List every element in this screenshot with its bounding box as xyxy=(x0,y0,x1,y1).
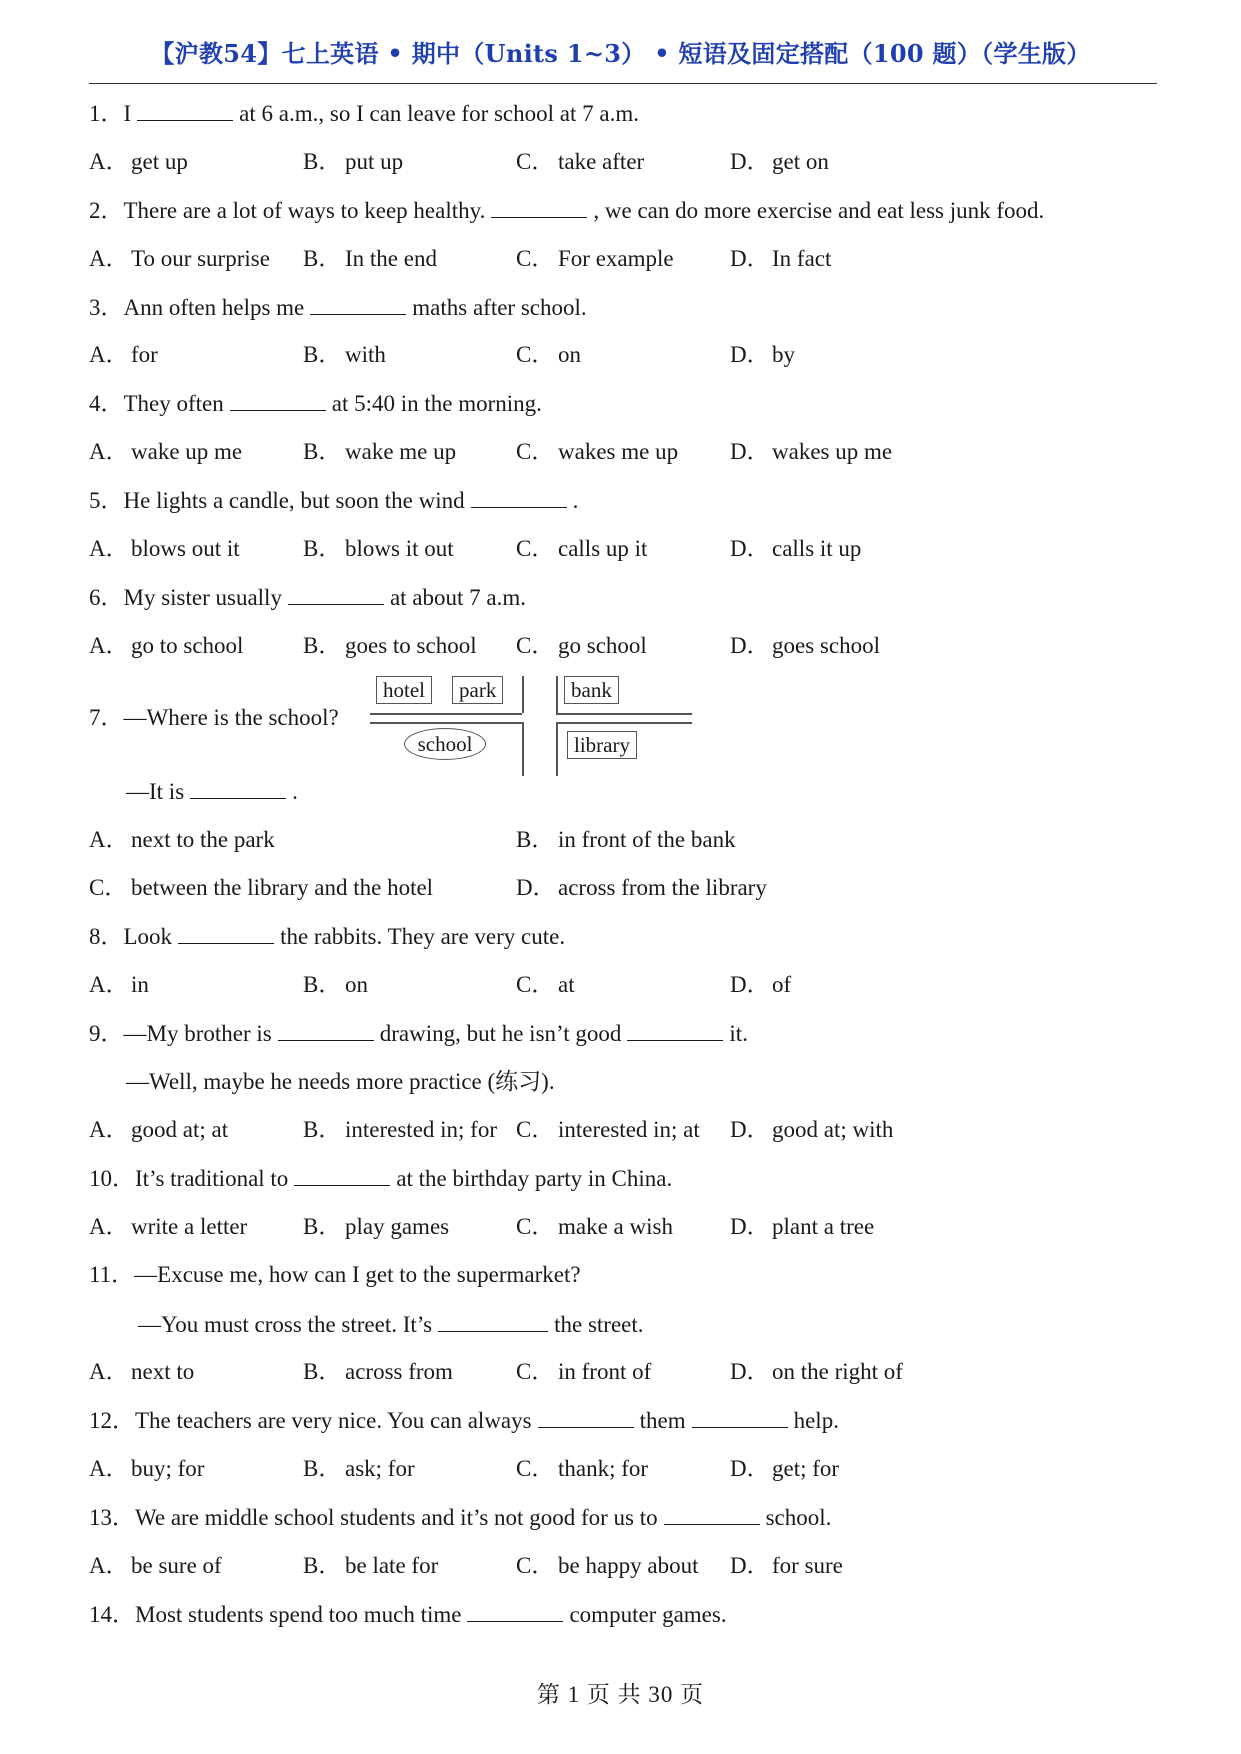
option-d xyxy=(730,244,831,274)
option-c xyxy=(516,534,647,564)
option-d xyxy=(730,147,829,177)
option-d xyxy=(730,1115,893,1145)
option-letter: C． xyxy=(516,972,555,997)
option-a xyxy=(89,534,240,564)
option-letter: D． xyxy=(730,1117,770,1142)
option-letter: B． xyxy=(303,1359,342,1384)
option-letter: B． xyxy=(303,536,342,561)
question-stem xyxy=(89,1260,581,1290)
option-text: on the right of xyxy=(772,1359,903,1384)
option-d xyxy=(730,1357,903,1387)
option-c xyxy=(516,244,674,274)
road-line xyxy=(370,722,522,724)
option-letter: B． xyxy=(303,1553,342,1578)
question-text: There are a lot of ways to keep healthy. xyxy=(123,198,486,223)
option-text: across from the library xyxy=(558,875,767,900)
option-d xyxy=(730,437,892,467)
map-label-bank: bank xyxy=(564,676,619,704)
option-letter: D． xyxy=(730,633,770,658)
question-stem xyxy=(89,1163,672,1194)
question-text: —It is xyxy=(126,779,185,804)
option-letter: D． xyxy=(730,1214,770,1239)
question-text: Look xyxy=(123,924,173,949)
option-text: For example xyxy=(558,246,674,271)
option-text: be sure of xyxy=(131,1553,222,1578)
question-text: . xyxy=(292,779,298,804)
question-text: them xyxy=(639,1408,686,1433)
road-line xyxy=(556,676,558,713)
option-a xyxy=(89,1357,194,1387)
option-c xyxy=(516,147,644,177)
option-text: for sure xyxy=(772,1553,843,1578)
question-text: the rabbits. They are very cute. xyxy=(280,924,566,949)
answer-blank xyxy=(438,1309,548,1332)
option-text: play games xyxy=(345,1214,450,1239)
question-number: 12． xyxy=(89,1408,135,1433)
option-letter: A． xyxy=(89,1456,129,1481)
option-text: go to school xyxy=(131,633,244,658)
answer-blank xyxy=(310,292,406,315)
question-number: 1． xyxy=(89,101,124,126)
option-letter: C． xyxy=(516,246,555,271)
option-c xyxy=(516,1357,651,1387)
question-text: He lights a candle, but soon the wind xyxy=(123,488,465,513)
option-letter: C． xyxy=(89,875,128,900)
option-b xyxy=(303,147,403,177)
option-letter: C． xyxy=(516,1214,555,1239)
option-c xyxy=(516,970,575,1000)
option-text: be late for xyxy=(345,1553,439,1578)
road-line xyxy=(522,722,524,776)
option-letter: C． xyxy=(516,149,555,174)
option-text: buy; for xyxy=(131,1456,205,1481)
option-letter: C． xyxy=(516,1456,555,1481)
option-text: To our surprise xyxy=(131,246,270,271)
question-number: 2． xyxy=(89,198,124,223)
option-a xyxy=(89,1454,204,1484)
option-text: plant a tree xyxy=(772,1214,875,1239)
option-text: for xyxy=(131,342,158,367)
answer-blank xyxy=(692,1405,788,1428)
option-text: by xyxy=(772,342,795,367)
option-text: ask; for xyxy=(345,1456,415,1481)
option-d xyxy=(730,534,861,564)
option-text: blows it out xyxy=(345,536,454,561)
option-letter: C． xyxy=(516,536,555,561)
question-stem xyxy=(89,485,578,516)
option-a xyxy=(89,340,158,370)
option-text: interested in; for xyxy=(345,1117,498,1142)
option-d xyxy=(516,873,767,903)
option-text: be happy about xyxy=(558,1553,699,1578)
option-a xyxy=(89,631,243,661)
option-letter: B． xyxy=(303,1117,342,1142)
question-number: 7． xyxy=(89,705,124,730)
question-text: maths after school. xyxy=(412,295,587,320)
header-divider xyxy=(89,83,1157,84)
question-number: 9． xyxy=(89,1021,124,1046)
option-b xyxy=(303,534,454,564)
question-number: 3． xyxy=(89,295,124,320)
option-d xyxy=(730,1212,874,1242)
option-letter: D． xyxy=(730,1553,770,1578)
option-letter: C． xyxy=(516,439,555,464)
question-text: I xyxy=(123,101,132,126)
road-line xyxy=(556,722,692,724)
question-stem xyxy=(89,703,339,733)
road-line xyxy=(522,676,524,713)
option-letter: B． xyxy=(303,1214,342,1239)
question-stem xyxy=(89,388,542,419)
option-letter: B． xyxy=(303,1456,342,1481)
option-d xyxy=(730,970,791,1000)
option-c xyxy=(516,1551,699,1581)
option-text: thank; for xyxy=(558,1456,649,1481)
option-text: in xyxy=(131,972,149,997)
question-number: 5． xyxy=(89,488,124,513)
option-c xyxy=(516,1212,673,1242)
option-b xyxy=(303,1115,497,1145)
road-line xyxy=(556,713,692,715)
option-text: wakes me up xyxy=(558,439,679,464)
option-c xyxy=(89,873,433,903)
option-text: get on xyxy=(772,149,829,174)
option-text: wake me up xyxy=(345,439,457,464)
question-text: . xyxy=(572,488,579,513)
map-label-school: school xyxy=(404,728,486,760)
option-letter: A． xyxy=(89,633,129,658)
question-text: They often xyxy=(123,391,224,416)
answer-blank xyxy=(288,582,384,605)
question-text: at 6 a.m., so I can leave for school at 7 a.m. xyxy=(239,101,639,126)
answer-blank xyxy=(230,388,326,411)
option-letter: B． xyxy=(303,633,342,658)
question-text: it. xyxy=(729,1021,748,1046)
option-b xyxy=(303,970,368,1000)
option-text: in front of the bank xyxy=(558,827,736,852)
option-a xyxy=(89,1115,228,1145)
question-text: computer games. xyxy=(569,1602,727,1627)
option-letter: D． xyxy=(516,875,556,900)
question-stem xyxy=(89,1599,727,1630)
question-text: , we can do more exercise and eat less junk food. xyxy=(593,198,1045,223)
option-letter: D． xyxy=(730,972,770,997)
option-text: in front of xyxy=(558,1359,652,1384)
question-text: Most students spend too much time xyxy=(135,1602,462,1627)
answer-blank xyxy=(538,1405,634,1428)
option-a xyxy=(89,825,275,855)
option-a xyxy=(89,1551,222,1581)
question-text: at about 7 a.m. xyxy=(389,585,526,610)
option-a xyxy=(89,244,270,274)
answer-blank xyxy=(278,1018,374,1041)
option-letter: C． xyxy=(516,342,555,367)
question-number: 4． xyxy=(89,391,124,416)
answer-blank xyxy=(627,1018,723,1041)
option-letter: B． xyxy=(303,246,342,271)
question-text: —Excuse me, how can I get to the supermarket? xyxy=(134,1262,581,1287)
option-letter: A． xyxy=(89,827,129,852)
question-stem-line2 xyxy=(126,1067,555,1097)
option-letter: D． xyxy=(730,439,770,464)
option-d xyxy=(730,1551,843,1581)
option-letter: C． xyxy=(516,1359,555,1384)
option-text: take after xyxy=(558,149,645,174)
question-stem-line2 xyxy=(138,1309,644,1340)
question-text: help. xyxy=(793,1408,839,1433)
option-c xyxy=(516,631,647,661)
option-b xyxy=(303,1454,415,1484)
option-letter: C． xyxy=(516,633,555,658)
option-text: between the library and the hotel xyxy=(131,875,434,900)
option-letter: D． xyxy=(730,536,770,561)
option-letter: A． xyxy=(89,1359,129,1384)
option-letter: B． xyxy=(303,972,342,997)
question-text: —Well, maybe he needs more practice (练习). xyxy=(126,1069,555,1094)
option-letter: A． xyxy=(89,536,129,561)
option-a xyxy=(89,437,242,467)
question-stem xyxy=(89,98,639,129)
option-text: of xyxy=(772,972,792,997)
road-line xyxy=(556,722,558,776)
page-footer: 第 1 页 共 30 页 xyxy=(536,1682,705,1707)
question-stem-line2 xyxy=(126,776,298,807)
option-d xyxy=(730,1454,839,1484)
question-stem xyxy=(89,195,1044,226)
question-text: —You must cross the street. It’s xyxy=(138,1312,433,1337)
option-letter: D． xyxy=(730,1456,770,1481)
option-text: In fact xyxy=(772,246,832,271)
question-stem xyxy=(89,292,587,323)
option-d xyxy=(730,631,880,661)
option-letter: D． xyxy=(730,149,770,174)
option-b xyxy=(303,340,386,370)
option-letter: A． xyxy=(89,439,129,464)
question-number: 10． xyxy=(89,1166,135,1191)
option-text: next to xyxy=(131,1359,195,1384)
option-b xyxy=(303,1212,449,1242)
answer-blank xyxy=(137,98,233,121)
question-number: 6． xyxy=(89,585,124,610)
option-c xyxy=(516,1115,700,1145)
option-b xyxy=(516,825,736,855)
option-text: with xyxy=(345,342,386,367)
option-text: goes school xyxy=(772,633,880,658)
answer-blank xyxy=(178,921,274,944)
option-text: on xyxy=(558,342,581,367)
option-letter: B． xyxy=(303,149,342,174)
option-b xyxy=(303,1357,453,1387)
question-number: 13． xyxy=(89,1505,135,1530)
question-stem xyxy=(89,921,565,952)
option-text: write a letter xyxy=(131,1214,248,1239)
option-text: calls up it xyxy=(558,536,648,561)
question-text: the street. xyxy=(554,1312,644,1337)
option-text: good at; with xyxy=(772,1117,894,1142)
answer-blank xyxy=(471,485,567,508)
option-text: across from xyxy=(345,1359,453,1384)
option-letter: B． xyxy=(516,827,555,852)
option-letter: A． xyxy=(89,1117,129,1142)
option-text: goes to school xyxy=(345,633,477,658)
option-text: good at; at xyxy=(131,1117,229,1142)
option-text: blows out it xyxy=(131,536,240,561)
question-text: school. xyxy=(765,1505,832,1530)
question-text: drawing, but he isn’t good xyxy=(379,1021,622,1046)
option-text: wakes up me xyxy=(772,439,893,464)
option-letter: C． xyxy=(516,1553,555,1578)
answer-blank xyxy=(467,1599,563,1622)
option-text: calls it up xyxy=(772,536,862,561)
option-letter: A． xyxy=(89,342,129,367)
question-number: 11． xyxy=(89,1262,135,1287)
question-text: My sister usually xyxy=(123,585,282,610)
question-text: The teachers are very nice. You can always xyxy=(135,1408,532,1433)
question-text: —My brother is xyxy=(123,1021,272,1046)
answer-blank xyxy=(190,776,286,799)
question-stem xyxy=(89,1405,839,1436)
option-d xyxy=(730,340,795,370)
option-letter: A． xyxy=(89,1214,129,1239)
option-text: put up xyxy=(345,149,404,174)
option-letter: D． xyxy=(730,1359,770,1384)
option-letter: A． xyxy=(89,1553,129,1578)
option-text: next to the park xyxy=(131,827,275,852)
answer-blank xyxy=(491,195,587,218)
question-stem xyxy=(89,1018,748,1049)
question-number: 14． xyxy=(89,1602,135,1627)
street-map-figure xyxy=(370,676,700,776)
option-b xyxy=(303,437,456,467)
question-text: —Where is the school? xyxy=(123,705,339,730)
question-text: at the birthday party in China. xyxy=(396,1166,673,1191)
question-stem xyxy=(89,1502,831,1533)
map-label-hotel: hotel xyxy=(376,676,432,704)
option-c xyxy=(516,1454,648,1484)
question-text: We are middle school students and it’s not good for us to xyxy=(135,1505,658,1530)
option-letter: A． xyxy=(89,246,129,271)
option-text: at xyxy=(558,972,575,997)
option-letter: B． xyxy=(303,342,342,367)
option-text: In the end xyxy=(345,246,437,271)
option-text: on xyxy=(345,972,368,997)
option-text: get up xyxy=(131,149,188,174)
option-text: interested in; at xyxy=(558,1117,700,1142)
option-c xyxy=(516,437,678,467)
option-text: get; for xyxy=(772,1456,840,1481)
option-text: wake up me xyxy=(131,439,243,464)
option-letter: C． xyxy=(516,1117,555,1142)
answer-blank xyxy=(664,1502,760,1525)
option-a xyxy=(89,1212,247,1242)
question-text: at 5:40 in the morning. xyxy=(331,391,542,416)
option-letter: A． xyxy=(89,149,129,174)
option-letter: D． xyxy=(730,342,770,367)
option-b xyxy=(303,1551,438,1581)
option-a xyxy=(89,147,188,177)
map-label-park: park xyxy=(452,676,503,704)
map-label-library: library xyxy=(567,731,637,759)
option-b xyxy=(303,631,477,661)
option-letter: A． xyxy=(89,972,129,997)
road-line xyxy=(370,713,522,715)
question-text: It’s traditional to xyxy=(135,1166,289,1191)
question-number: 8． xyxy=(89,924,124,949)
question-stem xyxy=(89,582,526,613)
option-letter: D． xyxy=(730,246,770,271)
option-text: make a wish xyxy=(558,1214,673,1239)
option-c xyxy=(516,340,581,370)
option-letter: B． xyxy=(303,439,342,464)
option-text: go school xyxy=(558,633,647,658)
answer-blank xyxy=(294,1163,390,1186)
option-b xyxy=(303,244,437,274)
option-a xyxy=(89,970,149,1000)
question-text: Ann often helps me xyxy=(123,295,305,320)
page-header-title: 【沪教54】七上英语 • 期中（Units 1~3） • 短语及固定搭配（100 题）（学生版） xyxy=(150,39,1091,68)
